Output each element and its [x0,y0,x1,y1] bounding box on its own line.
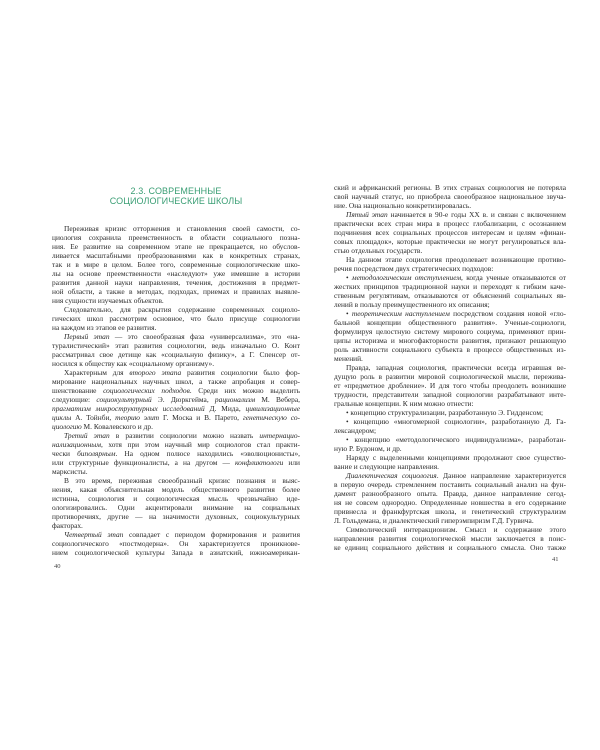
paragraph [334,363,566,408]
text-line [334,363,566,372]
text-segment: ственным регулятивам, отказываются от объяснений социальных яв- [334,291,566,300]
emphasized-term: прагматизм микроструктурных исследований [52,404,205,413]
text-line [52,224,300,233]
text-segment: свой научный статус, но приобрела своеобразное национальное звуча- [334,192,566,201]
text-segment: так и в мире в целом. Более того, современные социологические шко- [52,260,300,269]
text-segment: противоречиях, другие — на значимости духовных, социокультурных [52,512,300,521]
text-line [334,264,566,273]
text-line [334,183,566,192]
text-line [52,251,300,260]
text-segment: направления развития социологической мысли заключается в поис- [334,534,566,543]
text-line [334,372,566,381]
emphasized-term: социологических подходов [103,386,190,395]
emphasized-term: Четвертый этап [64,530,124,539]
text-line [334,480,566,489]
text-segment: или структурные функционалисты, а на другом — [52,458,235,467]
text-segment: совпадает с периодом формирования и развития [123,530,300,539]
text-segment: чески [52,449,78,458]
paragraph [52,476,300,530]
text-line [334,399,566,408]
text-segment: , хотя при этом научный мир социологов стал практи- [101,440,300,449]
text-line [52,305,300,314]
text-line [52,377,300,386]
paragraph [52,431,300,476]
text-line [52,467,300,476]
text-line [52,494,300,503]
text-line [52,485,300,494]
emphasized-term: теорию элит [115,413,160,422]
paragraph [334,417,566,435]
text-segment: — это своеобразная фаза «универсализма», это «на- [109,332,300,341]
text-line [52,449,300,458]
text-segment: практически всех стран мира в процесс глобализации, с осознанием [334,219,566,228]
emphasized-term: нализационным [52,440,101,449]
paragraph [52,530,300,557]
text-line [334,453,566,462]
paragraph [334,471,566,525]
section-heading-line: 2.3. СОВРЕМЕННЫЕ [130,186,222,196]
text-segment: М. Вебера, [255,395,300,404]
text-segment: ливается масштабными преобразованиями как в конкретных странах, [52,251,300,260]
text-segment: Наряду с выделенными концепциями продолжают свое существо- [346,453,566,462]
text-segment: жестких принципов традиционной науки и переходят к гибким каче- [334,282,566,291]
text-line [334,201,566,210]
paragraph [334,210,566,255]
emphasized-term: социокультурный [96,395,152,404]
section-heading-line: СОЦИОЛОГИЧЕСКИЕ ШКОЛЫ [109,196,243,206]
text-line [52,404,300,413]
text-line [52,476,300,485]
text-line [52,323,300,332]
emphasized-term: методологическим отступлением [351,273,462,282]
emphasized-term: циологию [52,422,82,431]
text-line [334,435,566,444]
text-line [52,440,300,449]
text-segment: ня не совсем однородно. Определенные новшества в его содержание [334,498,566,507]
text-segment: совых площадок», которые практически не могут регулироваться вла- [334,237,566,246]
text-segment: • [346,273,352,282]
text-line [334,282,566,291]
text-line [52,278,300,287]
text-segment: ке единиц социального действия и социального смысла. Оно также [334,543,566,552]
text-line [334,291,566,300]
text-segment: ную Р. Будоном, и др. [334,444,402,453]
text-line [52,260,300,269]
text-segment: посредством создания новой «гло- [449,309,566,318]
text-segment: нием социологической культуры Запада в азиатский, южноамерикан- [52,548,300,557]
text-segment: • концепцию «методологического индивидуализма», разработан- [346,435,566,444]
text-segment: Символический интеракционизм. Смысл и содержание этого [346,525,566,534]
text-line [52,548,300,557]
emphasized-term: Третий этап [64,431,110,440]
text-line [52,413,300,422]
text-segment: На данном этапе социология преодолевает возникающие противо- [346,255,566,264]
paragraph [334,408,566,417]
text-segment: , когда ученые отказываются от [461,273,567,282]
left-page-body [52,224,300,557]
right-page-body [334,183,566,552]
text-line [52,269,300,278]
text-line [52,368,300,377]
emphasized-term: Первый этап [64,332,110,341]
text-line [334,471,566,480]
text-segment: носился к обществу как «социальному организму». [52,359,215,368]
text-segment: М. Ковалевского и др. [81,422,153,431]
text-segment: Э. Дюркгейма, [151,395,215,404]
text-segment: Г. Моска и В. Парето, [159,413,243,422]
text-line [52,458,300,467]
paragraph [334,273,566,309]
emphasized-term: теоретическим наступлением [351,309,450,318]
left-page [52,186,300,557]
text-segment: мирование национальных научных школ, а также апробация и совер- [52,377,300,386]
text-line [52,395,300,404]
text-segment: . На одном полюсе находились «эволюционисты», [115,449,300,458]
text-line [52,431,300,440]
text-line [334,318,566,327]
text-segment: • концепцию «многомерной социологии», разработанную Д. Га- [346,417,566,426]
emphasized-term: Пятый этап [346,210,388,219]
paragraph [334,525,566,552]
text-line [334,444,566,453]
text-line [334,219,566,228]
emphasized-term: интернацио- [259,431,301,440]
text-line [52,359,300,368]
text-segment: привнесла и франкфуртская школа, и генетический структурализм [334,507,566,516]
text-segment: Л. Гольдемана, и диалектический гиперэмпиризм Г.Д. Гурвича. [334,516,534,525]
text-segment: менений. [334,354,363,363]
text-segment: А. Тойнби, [71,413,116,422]
text-line [334,228,566,237]
text-segment: . Среди них можно выделить [189,386,300,395]
text-segment: Следовательно, для раскрытия содержание современных социоло- [64,305,300,314]
text-line [334,255,566,264]
text-segment: Правда, западная социология, практически всегда игравшая ве- [346,363,566,372]
text-line [334,345,566,354]
text-line [334,516,566,525]
text-segment: марксисты. [52,467,88,476]
text-line [334,273,566,282]
paragraph [52,224,300,305]
text-line [334,390,566,399]
text-segment: • [346,309,352,318]
text-segment: факторах. [52,521,83,530]
text-segment: • концепцию структурализации, разработанную Э. Гидденсом; [346,408,544,417]
text-segment: лександером; [334,426,377,435]
text-segment: социологического «постмодерна». Он характеризуется проникнове- [52,539,300,548]
paragraph [334,453,566,471]
text-line [52,296,300,305]
text-line [52,314,300,323]
text-line [334,534,566,543]
emphasized-term: циклы [52,413,72,422]
emphasized-term: цивилизационные [245,404,300,413]
text-segment: развития социологии было фор- [181,368,301,377]
text-line [334,381,566,390]
text-segment: подчинения всех социальных процессов интересам и целям «финан- [334,228,566,237]
text-line [334,309,566,318]
text-segment: бальной концепции общественного развития». Ученые-социологи, [334,318,566,327]
text-segment: вание и следующие направления. [334,462,440,471]
right-page [334,183,566,552]
text-segment: в развитии социологии можно назвать [109,431,260,440]
text-segment: развития данной науки направления, течения, достижения в предмет- [52,278,300,287]
text-line [52,539,300,548]
text-line [52,287,300,296]
text-segment: истинна, социология и социологическая мысль чрезвычайно иде- [52,494,300,503]
paragraph [334,309,566,363]
text-segment: начинается в 90-е годы XX в. и связан с включением [387,210,566,219]
text-line [334,489,566,498]
text-line [334,417,566,426]
text-segment: ния. Ее развитие на современном этапе не прекращается, но обуслов- [52,242,300,251]
text-segment: туралистический» этап развития социологии, ведь изначально О. Конт [52,341,300,350]
text-segment: шенствование [52,386,104,395]
text-segment: трудности, представители западной социологии разрабатывают инте- [334,390,566,399]
text-segment: формулируя целостную систему мирового социума, применяют прин- [334,327,566,336]
text-segment: лы на основе преемственности «наследуют» уже имевшие в истории [52,269,300,278]
text-line [52,512,300,521]
text-segment: гральные концепции. К ним можно отнести: [334,399,474,408]
paragraph [52,305,300,332]
text-segment: следующие: [52,395,97,404]
text-segment: дущую роль в развитии мировой социологической мысли, пережива- [334,372,566,381]
text-segment: Д. Мида, [204,404,246,413]
text-segment: ной области, а также в методах, подходах, приемах и правилах выявле- [52,287,300,296]
text-segment: стью отдельных государств. [334,246,423,255]
text-segment: ский и африканский регионы. В этих странах социология не потеряла [334,183,566,192]
page-number-left: 40 [54,563,61,570]
text-line [334,426,566,435]
emphasized-term: Диалектическая социология [346,471,437,480]
text-segment: роль активности социального субъекта в процессе общественных из- [334,345,566,354]
text-segment: Характерным для [64,368,130,377]
text-line [52,233,300,242]
text-line [334,327,566,336]
text-line [52,350,300,359]
text-segment: лений в пользу преимущественного их описания; [334,300,490,309]
emphasized-term: биполярным [77,449,116,458]
text-segment: ния сущности изучаемых объектов. [52,296,164,305]
paragraph [52,368,300,431]
text-segment: в первую очередь стремлением поставить социальный анализ на фун- [334,480,566,489]
text-line [334,210,566,219]
text-line [334,354,566,363]
text-segment: или [283,458,301,467]
text-line [52,332,300,341]
paragraph [334,255,566,273]
text-segment: . Данное направление характеризуется [436,471,566,480]
emphasized-term: генетическую со- [242,413,300,422]
text-line [334,507,566,516]
paragraph [334,183,566,210]
emphasized-term: второго этапа [129,368,182,377]
text-line [334,462,566,471]
text-segment: дамент разнообразного опыта. Правда, данное направление сегод- [334,489,566,498]
text-line [334,336,566,345]
text-line [52,242,300,251]
text-line [52,521,300,530]
text-line [334,408,566,417]
text-line [334,246,566,255]
page-number-right: 41 [552,556,559,563]
text-line [52,341,300,350]
text-segment: циология сохранила преемственность в области социального позна- [52,233,300,242]
emphasized-term: конфликтологи [235,458,284,467]
text-line [334,237,566,246]
text-segment: нения, какая объяснительная модель общественного развития более [52,485,300,494]
text-segment: ципы историзма и многофакторности развития, признают решающую [334,336,566,345]
text-line [52,386,300,395]
text-segment: речия посредством двух стратегических подходов: [334,264,494,273]
paragraph [334,435,566,453]
text-segment: гических школ рассмотрим основное, что было присуще социологии [52,314,300,323]
text-segment: ние. Она национально конкретизировалась. [334,201,472,210]
text-line [334,300,566,309]
text-segment: ологизировались. Одни акцентировали внимание на социальных [52,503,300,512]
emphasized-term: рационализм [214,395,256,404]
text-segment: на каждом из этапов ее развития. [52,323,157,332]
text-line [52,503,300,512]
text-segment: рассматривал свое детище как «социальную физику», а Г. Спенсер от- [52,350,300,359]
text-segment: Переживая кризис отторжения и становления своей самости, со- [64,224,300,233]
text-line [334,543,566,552]
text-line [334,525,566,534]
text-line [334,192,566,201]
section-heading [52,186,300,206]
text-segment: ет «предметное дробление». И для того чтобы преодолеть возникшие [334,381,566,390]
text-line [52,422,300,431]
text-line [334,498,566,507]
paragraph [52,332,300,368]
text-segment: В это время, переживая своеобразный кризис познания и выяс- [64,476,300,485]
text-line [52,530,300,539]
